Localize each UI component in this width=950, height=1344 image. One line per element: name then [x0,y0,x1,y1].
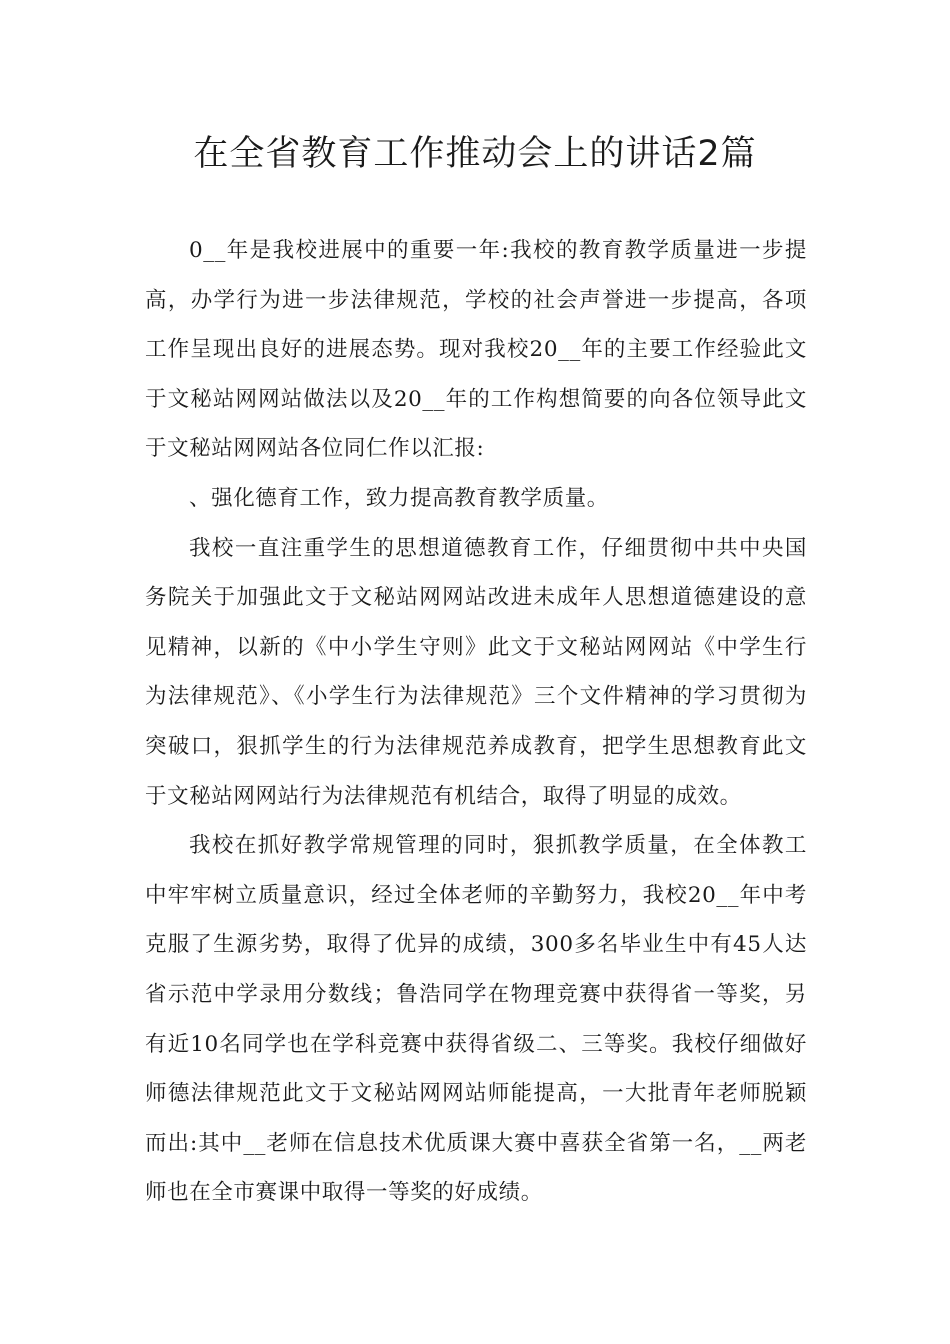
paragraph-teaching-quality: 我校在抓好教学常规管理的同时，狠抓教学质量，在全体教工中牢牢树立质量意识，经过全体老师的辛勤努力，我校20__年中考克服了生源劣势，取得了优异的成绩，300多名毕业生中有45人达省示范中学录用分数线；鲁浩同学在物理竞赛中获得省一等奖，另有近10名同学也在学科竞赛中获得省级二、三等奖。我校仔细做好师德法律规范此文于文秘站网网站师能提高，一大批青年老师脱颖而出:其中__老师在信息技术优质课大赛中喜获全省第一名，__两老师也在全市赛课中取得一等奖的好成绩。 [145,833,807,1206]
paragraph-heading-moral-education: 、强化德育工作，致力提高教育教学质量。 [189,485,609,511]
document-title: 在全省教育工作推动会上的讲话2篇 [193,134,757,174]
document-body [145,226,807,1218]
paragraph-intro: 0__年是我校进展中的重要一年:我校的教育教学质量进一步提高，办学行为进一步法律规范，学校的社会声誉进一步提高，各项工作呈现出良好的进展态势。现对我校20__年的主要工作经验此文于文秘站网网站做法以及20__年的工作构想简要的向各位领导此文于文秘站网网站各位同仁作以汇报: [145,238,807,462]
paragraph-moral-education: 我校一直注重学生的思想道德教育工作，仔细贯彻中共中央国务院关于加强此文于文秘站网网站改进未成年人思想道德建设的意见精神，以新的《中小学生守则》此文于文秘站网网站《中学生行为法律规范》、《小学生行为法律规范》三个文件精神的学习贯彻为突破口，狠抓学生的行为法律规范养成教育，把学生思想教育此文于文秘站网网站行为法律规范有机结合，取得了明显的成效。 [145,535,807,809]
